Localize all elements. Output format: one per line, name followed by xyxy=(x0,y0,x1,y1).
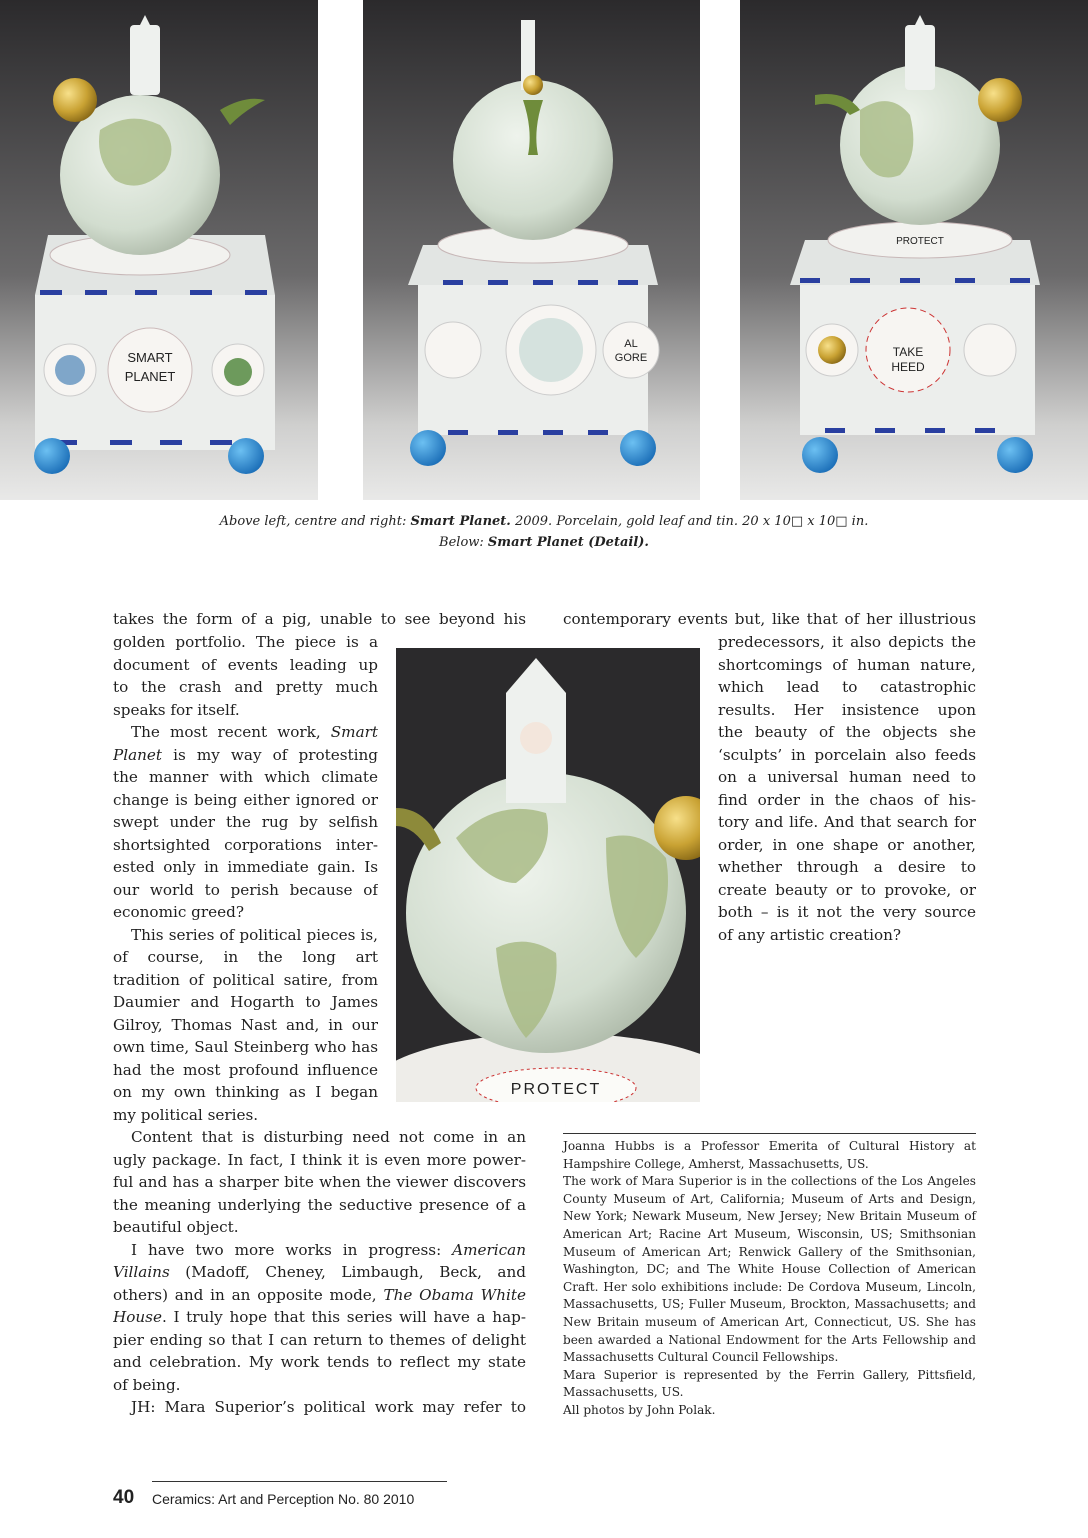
bio-collections: The work of Mara Superior is in the collections of the Los Angeles County Museum of Art, California; Museum of Arts and Design, New York; Newark Museum, New Jersey; New Britain Museum of American Art; Racine Art Museum, Wisconsin, US; Smithsonian Museum of American Art; Renwick Gallery of the Smithsonian, Washington, DC; and The White House Collection of American Craft. Her solo exhibitions include: De Cordova Museum, Lincoln, Massachusetts, US; Fuller Museum, Brockton, Massachusetts; and New Britain museum of American Art, Connecticut, US. She has been awarded a National Endowment for the Arts Fellowship and Massachusetts Cultural Council Fellowships. xyxy=(563,1174,976,1365)
caption-line-2: Below: Smart Planet (Detail). xyxy=(439,535,649,550)
photo-smart-planet-detail xyxy=(396,648,700,1102)
figure-caption xyxy=(150,511,938,553)
paragraph-works-in-progress: I have two more works in progress: American xyxy=(131,1240,526,1259)
svg-text:PROTECT: PROTECT xyxy=(510,1081,602,1098)
paragraph-jh: JH: Mara Superior’s political work may refer to xyxy=(131,1398,526,1416)
caption-detail-title: Smart Planet (Detail). xyxy=(487,535,649,550)
caption-line-1: Above left, centre and right: Smart Planet. 2009. Porcelain, gold leaf and tin. 20 x 10□ x 10□ in. xyxy=(219,514,869,529)
paragraph-disturbing-content: Content that is disturbing need not come in an xyxy=(131,1128,526,1146)
photo-smart-planet-left xyxy=(0,0,318,500)
author-bio xyxy=(563,1138,976,1420)
svg-text:PROTECT: PROTECT xyxy=(896,236,944,247)
article-left-first-line: takes the form of a pig, unable to see beyond his xyxy=(113,610,526,628)
page-number: 40 xyxy=(113,1487,135,1508)
footer-divider xyxy=(152,1481,447,1482)
bio-photo-credit: All photos by John Polak. xyxy=(563,1402,716,1417)
teapot-illustration xyxy=(0,0,318,500)
article-left-column-wrapped: golden portfolio. The piece is a document of events leading up to the crash and pretty much speaks for itself. The most recent work, Smart Planet is my way of protesting the manner with which climate change is being either ignored or swept under the rug by selfish shortsighted corporations inter- ested only in immediate gain. Is our world to perish because of economic greed? This series of political pieces is, of course, in the long art tradition of political satire, from Daumier and Hogarth to James Gilroy, Thomas Nast and, in our own time, Saul Steinberg who has had the most profound influence on my own thinking as I began my political series. xyxy=(113,633,378,1124)
teapot-illustration xyxy=(363,0,700,500)
photo-label-smart: SMART xyxy=(127,350,173,365)
journal-title: Ceramics: Art and Perception No. 80 2010 xyxy=(152,1491,415,1507)
photo-smart-planet-centre xyxy=(363,0,700,500)
article-right-first-line: contemporary events but, like that of her illustrious xyxy=(563,610,976,628)
article-right-column-wrapped: predecessors, it also depicts the shortcomings of human nature, which lead to catastrophic results. Her insistence upon the beauty of the objects she ‘sculpts’ in porcelain also feeds on a universal human need to find order in the chaos of his- tory and life. And that search for order, in one shape or another, whether through a desire to create beauty or to provoke, or both – is it not the very source of any artistic creation? xyxy=(718,633,976,944)
svg-text:GORE: GORE xyxy=(614,352,648,364)
svg-text:AL: AL xyxy=(624,338,638,350)
paragraph-smart-planet: The most recent work, Smart xyxy=(131,723,378,741)
photo-label-planet: PLANET xyxy=(124,369,176,384)
svg-text:HEED: HEED xyxy=(891,360,925,374)
bio-representation: Mara Superior is represented by the Ferrin Gallery, Pittsfield, Massachusetts, US. xyxy=(563,1367,976,1400)
svg-text:TAKE: TAKE xyxy=(892,345,924,359)
bio-author: Joanna Hubbs is a Professor Emerita of Cultural History at Hampshire College, Amherst, Massachusetts, US. xyxy=(563,1139,976,1171)
bio-divider xyxy=(563,1133,976,1134)
paragraph-political-satire: This series of political pieces is, xyxy=(131,925,378,944)
teapot-illustration xyxy=(740,0,1088,500)
caption-artwork-title: Smart Planet. xyxy=(410,514,511,529)
photo-smart-planet-right xyxy=(740,0,1088,500)
teapot-detail-illustration xyxy=(396,648,700,1102)
article-left-column-full: Content that is disturbing need not come in an ugly package. In fact, I think it is even more power- ful and has a sharper bite when the viewer discovers the meaning underlying the seductive presence of a beautiful object. I have two more works in progress: American Villains (Madoff, Cheney, Limbaugh, Beck, and others) and in an opposite mode, The Obama White House. I truly hope that this series will have a hap- pier ending so that I can return to themes of delight and celebration. My work tends to reflect my state of being. JH: Mara Superior’s political work may refer to xyxy=(113,1126,526,1419)
